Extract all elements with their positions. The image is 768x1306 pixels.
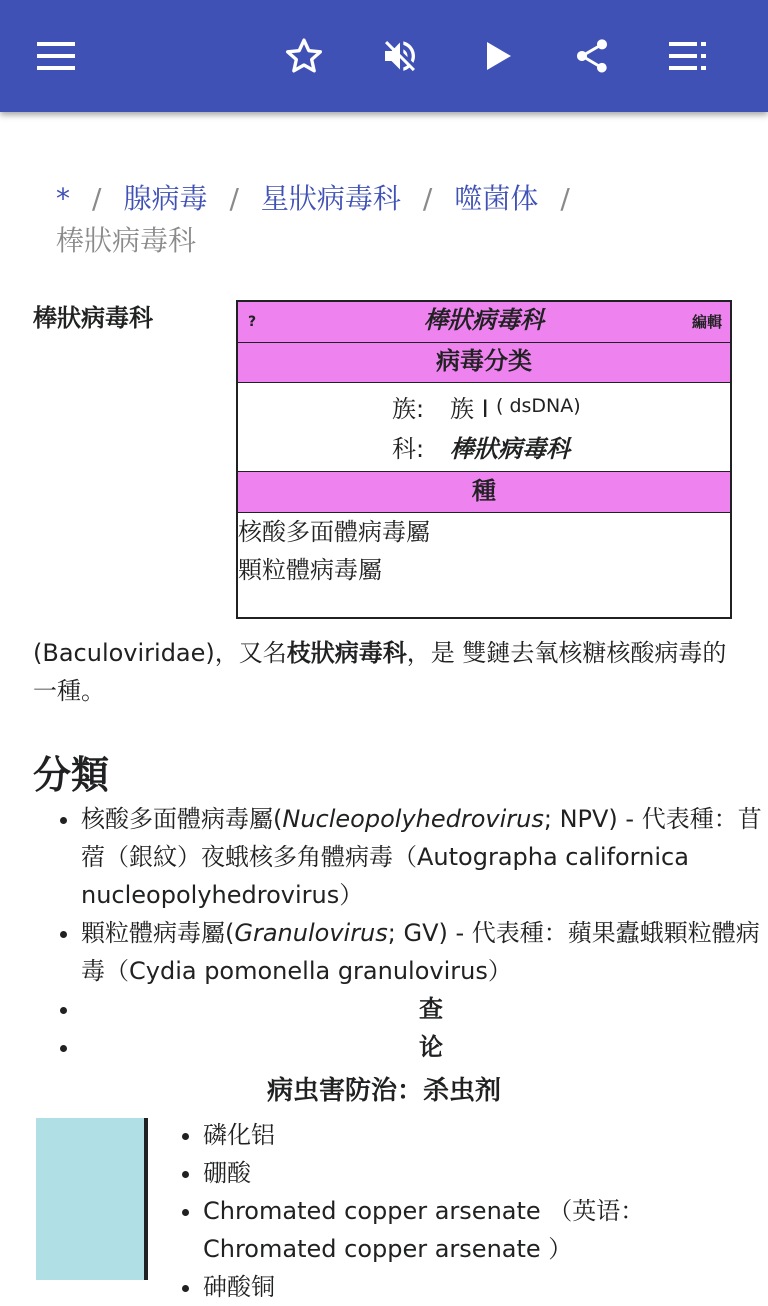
share-icon[interactable]	[566, 30, 618, 82]
breadcrumb-current: 棒狀病毒科	[56, 224, 197, 257]
app-bar	[0, 0, 768, 112]
infobox-rows	[238, 383, 730, 471]
species-list	[238, 513, 730, 589]
breadcrumb-link[interactable]: 噬菌体	[454, 182, 539, 215]
row-key: 族:	[392, 395, 425, 423]
item-text: ; NPV) - 代表種：苜蓿（銀紋）夜蛾核多角體病毒（Autographa californica nucleopolyhedrovirus）	[81, 805, 762, 909]
list-item	[81, 800, 768, 914]
navbox-item[interactable]: • 硼酸	[203, 1154, 763, 1192]
row-value: 棒狀病毒科	[450, 435, 570, 463]
breadcrumb-separator: /	[422, 182, 433, 215]
navbox-side-cell	[36, 1118, 148, 1280]
nav-link-talk[interactable]: • 论	[81, 1028, 768, 1066]
breadcrumb	[56, 178, 736, 262]
navbox-item[interactable]: • 砷酸铜	[203, 1268, 763, 1306]
menu-icon[interactable]	[30, 30, 82, 82]
classification-list	[33, 800, 768, 1066]
help-link[interactable]: ?	[248, 314, 257, 330]
navbox-title: 病虫害防治：杀虫剂	[266, 1076, 501, 1106]
page-title: 棒狀病毒科	[33, 304, 153, 332]
intro-text: (Baculoviridae)，又名	[33, 639, 287, 667]
breadcrumb-separator: /	[92, 182, 102, 215]
infobox-title: 棒狀病毒科	[424, 306, 544, 334]
breadcrumb-link[interactable]: *	[56, 182, 70, 215]
star-outline-icon[interactable]	[278, 30, 330, 82]
infobox-section-species: 種	[238, 471, 730, 513]
species-link[interactable]: 核酸多面體病毒屬	[238, 518, 430, 546]
volume-off-icon[interactable]	[374, 30, 426, 82]
nav-link-view[interactable]: • 查	[81, 990, 768, 1028]
item-text: ; GV) - 代表種：蘋果蠹蛾顆粒體病毒（Cydia pomonella granulovirus）	[81, 919, 760, 985]
intro-text: ，是 雙鏈去氧核糖核酸病毒的一種。	[33, 639, 727, 705]
navbox-item[interactable]: • Chromated copper arsenate （英语：Chromated copper arsenate ）	[203, 1192, 763, 1268]
row-note: ( dsDNA)	[496, 395, 581, 417]
species-link[interactable]: 顆粒體病毒屬	[238, 556, 382, 584]
row-value: 族 I	[450, 395, 489, 423]
infobox	[236, 300, 732, 619]
breadcrumb-separator: /	[229, 182, 239, 215]
breadcrumb-link[interactable]: 腺病毒	[123, 182, 208, 215]
infobox-title-bar	[238, 302, 730, 343]
breadcrumb-link[interactable]: 星狀病毒科	[260, 182, 401, 215]
navbox-list	[155, 1116, 763, 1306]
item-italic: Nucleopolyhedrovirus	[282, 805, 544, 833]
playlist-icon[interactable]	[662, 30, 714, 82]
item-text: 顆粒體病毒屬(	[81, 919, 235, 947]
item-italic: Granulovirus	[234, 919, 388, 947]
list-item	[81, 914, 768, 990]
infobox-section-classification: 病毒分类	[238, 343, 730, 383]
play-icon[interactable]	[472, 30, 524, 82]
navbox-item[interactable]: • 磷化铝	[203, 1116, 763, 1154]
edit-link[interactable]: 編輯	[691, 313, 722, 331]
row-key: 科:	[392, 435, 425, 463]
intro-paragraph	[33, 634, 738, 710]
section-heading: 分類	[33, 753, 110, 797]
intro-bold: 枝狀病毒科	[286, 639, 407, 667]
breadcrumb-separator: /	[560, 182, 570, 215]
item-text: 核酸多面體病毒屬(	[81, 805, 283, 833]
